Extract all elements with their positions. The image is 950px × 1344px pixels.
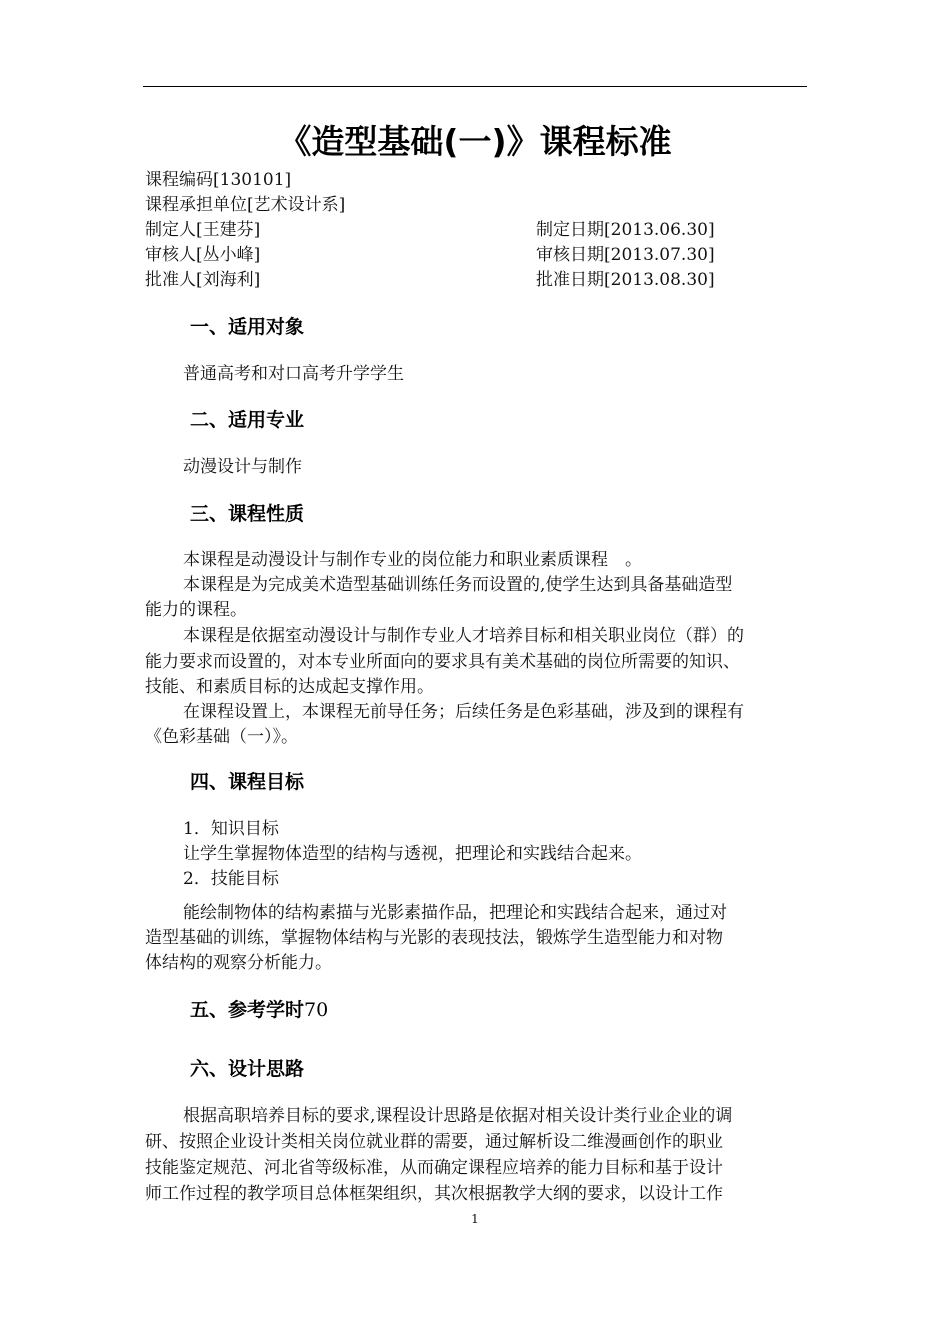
maker: 制定人[王建芬] — [145, 220, 261, 240]
section-body: 普通高考和对口高考升学学生 — [183, 364, 404, 384]
section-heading: 四、课程目标 — [190, 771, 305, 793]
section-heading-label: 五、参考学时 — [190, 999, 305, 1021]
document-title: 《造型基础(一)》课程标准 — [278, 122, 672, 161]
paragraph-line: 本课程是动漫设计与制作专业的岗位能力和职业素质课程 。 — [183, 550, 642, 570]
paragraph-line: 根据高职培养目标的要求,课程设计思路是依据对相关设计类行业企业的调 — [183, 1106, 733, 1126]
make-date: 制定日期[2013.06.30] — [536, 220, 715, 240]
section-heading: 六、设计思路 — [190, 1058, 305, 1080]
paragraph-line: 能力的课程。 — [145, 600, 247, 620]
course-code: 课程编码[130101] — [145, 170, 292, 190]
paragraph-line: 《色彩基础（一）》。 — [145, 727, 298, 747]
section-heading: 一、适用对象 — [190, 316, 305, 338]
paragraph-line: 师工作过程的教学项目总体框架组织，其次根据教学大纲的要求，以设计工作 — [145, 1184, 723, 1204]
paragraph-line: 能绘制物体的结构素描与光影素描作品，把理论和实践结合起来，通过对 — [183, 903, 727, 923]
section-heading: 三、课程性质 — [190, 503, 305, 525]
hours-value: 70 — [304, 999, 329, 1021]
course-unit: 课程承担单位[艺术设计系] — [145, 195, 346, 215]
paragraph-line: 本课程是为完成美术造型基础训练任务而设置的,使学生达到具备基础造型 — [183, 575, 733, 595]
approve-date: 批准日期[2013.08.30] — [536, 270, 715, 290]
reviewer: 审核人[丛小峰] — [145, 245, 261, 265]
paragraph-line: 技能、和素质目标的达成起支撑作用。 — [145, 677, 434, 697]
section-body: 动漫设计与制作 — [183, 457, 302, 477]
approver: 批准人[刘海利] — [145, 270, 261, 290]
paragraph-line: 本课程是依据室动漫设计与制作专业人才培养目标和相关职业岗位（群）的 — [183, 626, 744, 646]
paragraph-line: 研、按照企业设计类相关岗位就业群的需要，通过解析设二维漫画创作的职业 — [145, 1132, 723, 1152]
list-item: 1．知识目标 — [183, 819, 279, 839]
paragraph-line: 能力要求而设置的，对本专业所面向的要求具有美术基础的岗位所需要的知识、 — [145, 652, 740, 672]
page-number: 1 — [471, 1212, 479, 1226]
header-rule — [143, 86, 807, 87]
paragraph-line: 技能鉴定规范、河北省等级标准，从而确定课程应培养的能力目标和基于设计 — [145, 1158, 723, 1178]
paragraph-line: 让学生掌握物体造型的结构与透视，把理论和实践结合起来。 — [183, 844, 642, 864]
section-heading: 二、适用专业 — [190, 409, 305, 431]
review-date: 审核日期[2013.07.30] — [536, 245, 715, 265]
paragraph-line: 体结构的观察分析能力。 — [145, 953, 332, 973]
list-item: 2．技能目标 — [183, 869, 279, 889]
section-heading — [190, 996, 328, 1024]
paragraph-line: 造型基础的训练，掌握物体结构与光影的表现技法，锻炼学生造型能力和对物 — [145, 928, 723, 948]
paragraph-line: 在课程设置上，本课程无前导任务；后续任务是色彩基础，涉及到的课程有 — [183, 702, 744, 722]
